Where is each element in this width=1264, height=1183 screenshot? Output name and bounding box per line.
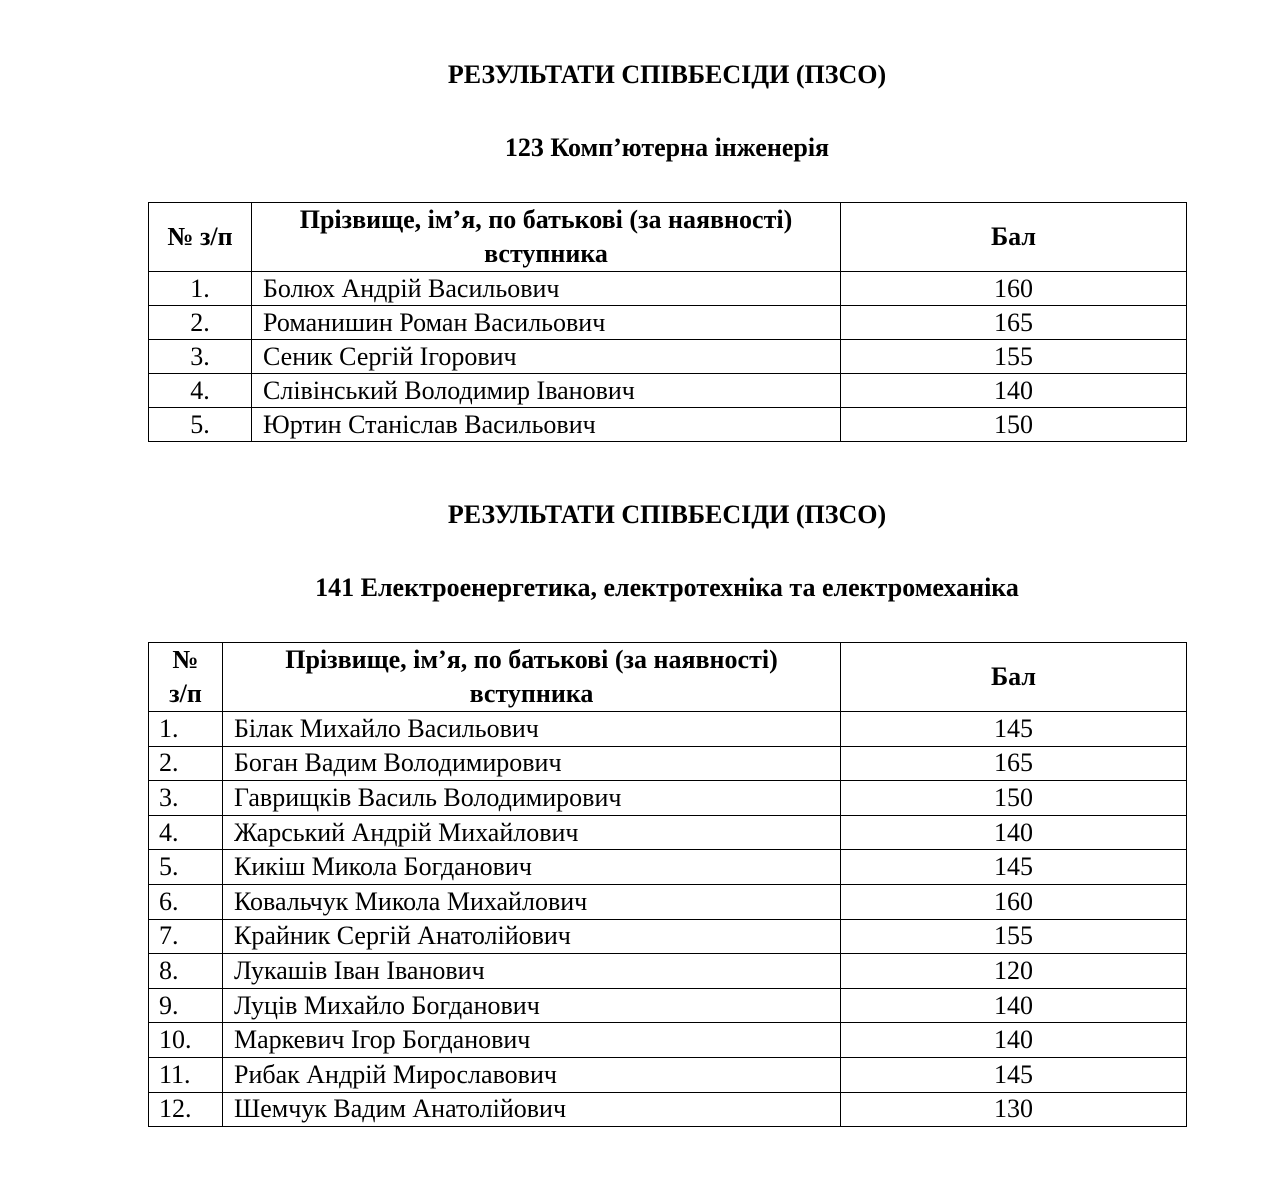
row-score: 165	[841, 746, 1187, 781]
row-number: 2.	[149, 306, 252, 340]
section2-specialty: 141 Електроенергетика, електротехніка та електромеханіка	[315, 573, 1019, 602]
row-number: 11.	[149, 1057, 223, 1092]
table-row	[149, 919, 1187, 954]
row-score: 160	[841, 884, 1187, 919]
row-number: 3.	[149, 781, 223, 816]
table-header-row	[149, 643, 1187, 712]
table-row	[149, 988, 1187, 1023]
row-score: 120	[841, 954, 1187, 989]
header-score: Бал	[841, 203, 1187, 272]
row-name: Кикіш Микола Богданович	[223, 850, 841, 885]
row-score: 140	[841, 1023, 1187, 1058]
row-score: 160	[841, 272, 1187, 306]
row-score: 140	[841, 815, 1187, 850]
results-table-141	[148, 642, 1187, 1127]
table-row	[149, 1092, 1187, 1127]
row-name: Рибак Андрій Мирославович	[223, 1057, 841, 1092]
row-score: 145	[841, 1057, 1187, 1092]
table-row	[149, 1057, 1187, 1092]
table-row	[149, 815, 1187, 850]
row-number: 4.	[149, 815, 223, 850]
row-name: Юртин Станіслав Васильович	[252, 408, 841, 442]
row-score: 155	[841, 340, 1187, 374]
row-name: Шемчук Вадим Анатолійович	[223, 1092, 841, 1127]
section1-specialty: 123 Комп’ютерна інженерія	[504, 133, 830, 162]
table-body	[149, 272, 1187, 442]
row-name: Лукашів Іван Іванович	[223, 954, 841, 989]
row-name: Романишин Роман Васильович	[252, 306, 841, 340]
row-number: 9.	[149, 988, 223, 1023]
table-row	[149, 746, 1187, 781]
header-num	[149, 643, 223, 712]
table-row	[149, 850, 1187, 885]
row-number: 6.	[149, 884, 223, 919]
results-table-123	[148, 202, 1187, 442]
row-name: Сеник Сергій Ігорович	[252, 340, 841, 374]
header-score: Бал	[841, 643, 1187, 712]
row-number: 3.	[149, 340, 252, 374]
section2-title: РЕЗУЛЬТАТИ СПІВБЕСІДИ (ПЗСО)	[447, 500, 887, 529]
table-row	[149, 272, 1187, 306]
row-name: Жарський Андрій Михайлович	[223, 815, 841, 850]
row-number: 1.	[149, 272, 252, 306]
row-number: 8.	[149, 954, 223, 989]
row-score: 150	[841, 781, 1187, 816]
row-name: Ковальчук Микола Михайлович	[223, 884, 841, 919]
row-number: 5.	[149, 850, 223, 885]
table-row	[149, 340, 1187, 374]
row-name: Боган Вадим Володимирович	[223, 746, 841, 781]
row-score: 140	[841, 374, 1187, 408]
row-name: Слівінський Володимир Іванович	[252, 374, 841, 408]
section1-title: РЕЗУЛЬТАТИ СПІВБЕСІДИ (ПЗСО)	[447, 60, 887, 89]
row-name: Крайник Сергій Анатолійович	[223, 919, 841, 954]
table-row	[149, 781, 1187, 816]
table-row	[149, 712, 1187, 747]
row-number: 2.	[149, 746, 223, 781]
row-score: 130	[841, 1092, 1187, 1127]
row-number: 12.	[149, 1092, 223, 1127]
row-score: 155	[841, 919, 1187, 954]
table-row	[149, 408, 1187, 442]
table-row	[149, 1023, 1187, 1058]
table-row	[149, 954, 1187, 989]
header-num-line1: №	[172, 645, 199, 674]
table-row	[149, 884, 1187, 919]
table-row	[149, 306, 1187, 340]
row-number: 7.	[149, 919, 223, 954]
row-number: 10.	[149, 1023, 223, 1058]
row-name: Болюх Андрій Васильович	[252, 272, 841, 306]
header-name: Прізвище, ім’я, по батькові (за наявності) вступника	[252, 203, 841, 272]
row-name: Гаврищків Василь Володимирович	[223, 781, 841, 816]
header-name: Прізвище, ім’я, по батькові (за наявності) вступника	[223, 643, 841, 712]
table-row	[149, 374, 1187, 408]
row-score: 150	[841, 408, 1187, 442]
row-name: Луців Михайло Богданович	[223, 988, 841, 1023]
table-header-row	[149, 203, 1187, 272]
row-score: 145	[841, 712, 1187, 747]
header-num: № з/п	[149, 203, 252, 272]
table-body	[149, 712, 1187, 1127]
row-number: 5.	[149, 408, 252, 442]
row-score: 140	[841, 988, 1187, 1023]
row-number: 1.	[149, 712, 223, 747]
row-score: 165	[841, 306, 1187, 340]
row-name: Білак Михайло Васильович	[223, 712, 841, 747]
row-name: Маркевич Ігор Богданович	[223, 1023, 841, 1058]
row-score: 145	[841, 850, 1187, 885]
row-number: 4.	[149, 374, 252, 408]
header-num-line2: з/п	[169, 679, 202, 708]
